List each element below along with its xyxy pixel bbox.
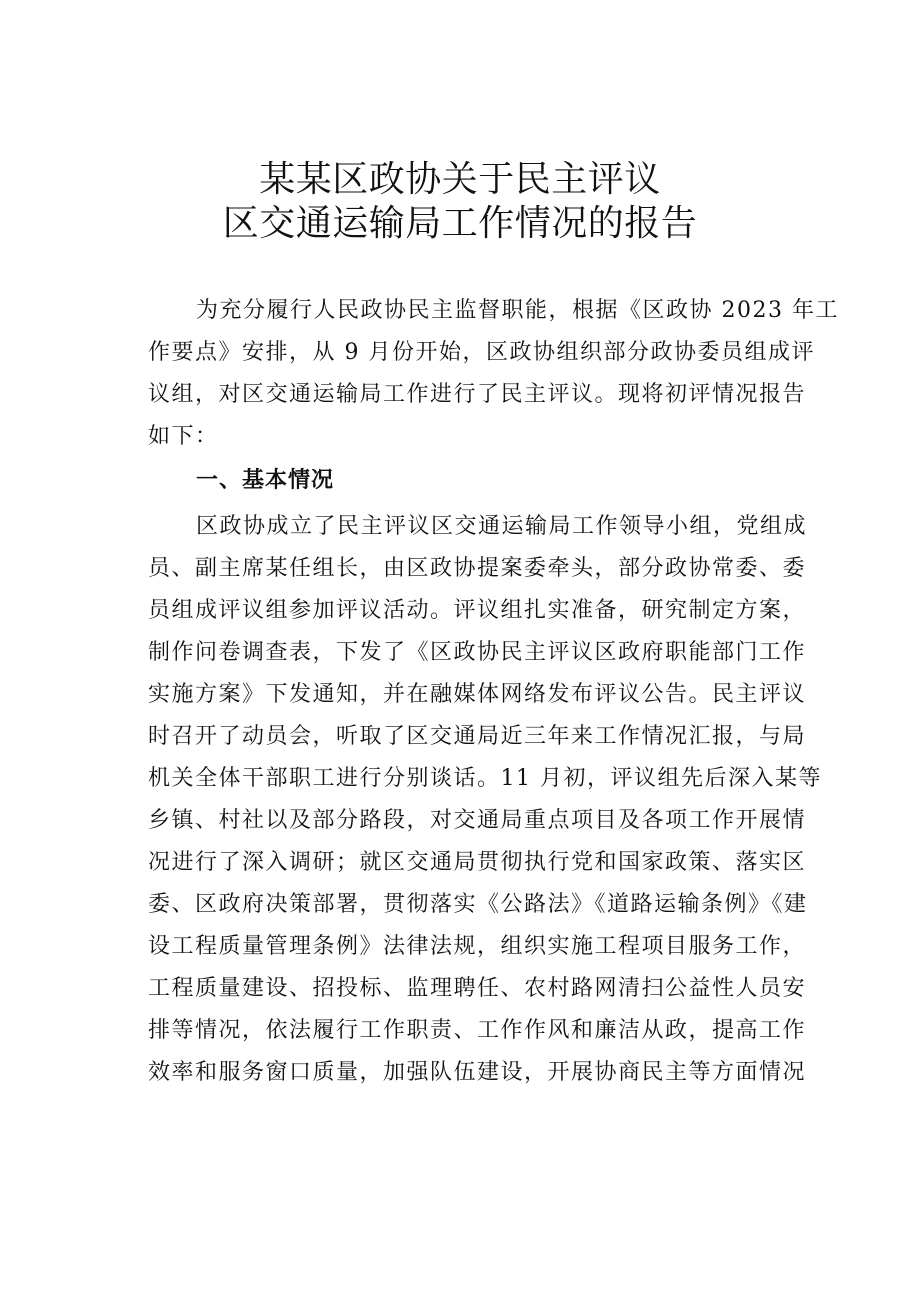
section-1-heading-block	[148, 460, 808, 502]
paragraph-line: 效率和服务窗口质量，加强队伍建设，开展协商民主等方面情况	[148, 1060, 807, 1085]
paragraph-line: 排等情况，依法履行工作职责、工作作风和廉洁从政，提高工作	[148, 1018, 807, 1043]
paragraph-line: 区政协成立了民主评议区交通运输局工作领导小组，党组成	[196, 514, 808, 539]
paragraph-line: 员组成评议组参加评议活动。评议组扎实准备，研究制定方案，	[148, 598, 807, 623]
paragraph-line: 乡镇、村社以及部分路段，对交通局重点项目及各项工作开展情	[148, 808, 807, 833]
document-title-line-1: 某某区政协关于民主评议	[259, 159, 661, 200]
paragraph-line: 工程质量建设、招投标、监理聘任、农村路网清扫公益性人员安	[148, 976, 807, 1001]
intro-paragraph	[148, 290, 839, 458]
paragraph-line: 时召开了动员会，听取了区交通局近三年来工作情况汇报，与局	[148, 724, 807, 749]
paragraph-line: 机关全体干部职工进行分别谈话。11 月初，评议组先后深入某等	[148, 766, 822, 791]
document-title-line-2: 区交通运输局工作情况的报告	[222, 203, 698, 244]
paragraph-line: 况进行了深入调研；就区交通局贯彻执行党和国家政策、落实区	[148, 850, 807, 875]
paragraph-line: 如下：	[148, 424, 219, 449]
paragraph-line: 设工程质量管理条例》法律法规，组织实施工程项目服务工作，	[148, 934, 807, 959]
paragraph-line: 议组，对区交通运输局工作进行了民主评议。现将初评情况报告	[148, 382, 807, 407]
paragraph-line: 委、区政府决策部署，贯彻落实《公路法》《道路运输条例》《建	[148, 892, 808, 917]
paragraph-line: 实施方案》下发通知，并在融媒体网络发布评议公告。民主评议	[148, 682, 807, 707]
section-heading: 一、基本情况	[196, 468, 335, 493]
section-1-paragraph	[148, 506, 822, 1094]
paragraph-line: 员、副主席某任组长，由区政协提案委牵头，部分政协常委、委	[148, 556, 807, 581]
paragraph-line: 制作问卷调查表，下发了《区政协民主评议区政府职能部门工作	[148, 640, 807, 665]
paragraph-line: 作要点》安排，从 9 月份开始，区政协组织部分政协委员组成评	[148, 340, 815, 365]
paragraph-line: 为充分履行人民政协民主监督职能，根据《区政协 2023 年工	[196, 298, 839, 323]
